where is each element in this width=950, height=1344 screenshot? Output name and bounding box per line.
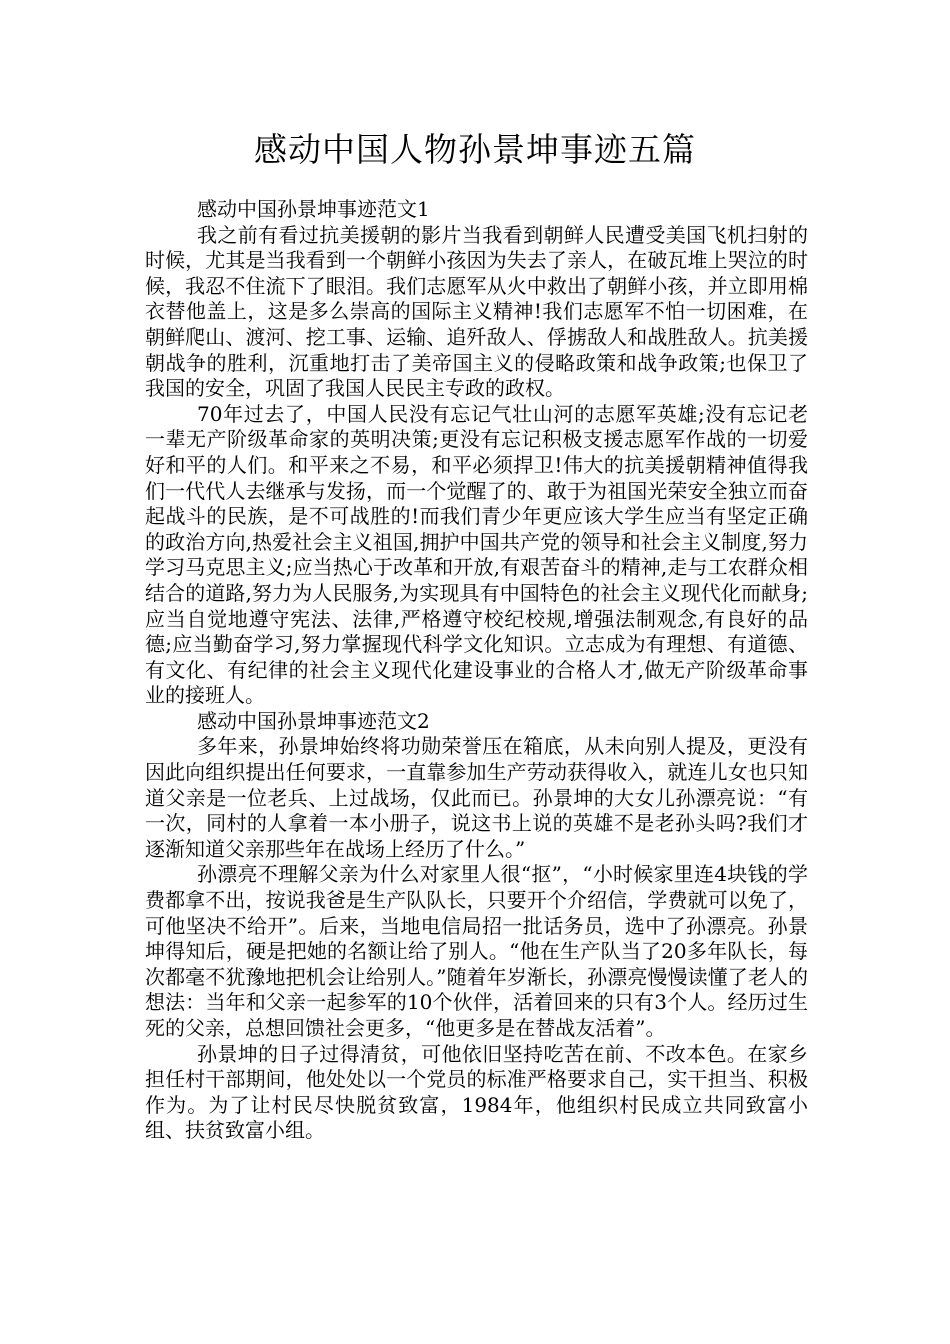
paragraph: 我之前有看过抗美援朝的影片当我看到朝鲜人民遭受美国飞机扫射的时候，尤其是当我看到一个朝鲜小孩因为失去了亲人，在破瓦堆上哭泣的时候，我忍不住流下了眼泪。我们志愿军从火中救出了朝鲜小孩，并立即用棉衣替他盖上，这是多么崇高的国际主义精神!我们志愿军不怕一切困难，在朝鲜爬山、渡河、挖工事、运输、追歼敌人、俘掳敌人和战胜敌人。抗美援朝战争的胜利，沉重地打击了美帝国主义的侵略政策和战争政策;也保卫了我国的安全，巩固了我国人民民主专政的政权。 bbox=[145, 222, 808, 401]
section-1 bbox=[145, 197, 808, 709]
paragraph: 多年来，孙景坤始终将功勋荣誉压在箱底，从未向别人提及，更没有因此向组织提出任何要求，一直靠参加生产劳动获得收入，就连儿女也只知道父亲是一位老兵、上过战场，仅此而已。孙景坤的大女儿孙漂亮说：“有一次，同村的人拿着一本小册子，说这书上说的英雄不是老孙头吗?我们才逐渐知道父亲那些年在战场上经历了什么。” bbox=[145, 734, 808, 861]
document-body bbox=[145, 197, 808, 1144]
section-heading: 感动中国孙景坤事迹范文2 bbox=[197, 708, 430, 733]
paragraph: 孙漂亮不理解父亲为什么对家里人很“抠”，“小时候家里连4块钱的学费都拿不出，按说我爸是生产队队长，只要开个介绍信，学费就可以免了，可他坚决不给开”。后来，当地电信局招一批话务员，选中了孙漂亮。孙景坤得知后，硬是把她的名额让给了别人。“他在生产队当了20多年队长，每次都毫不犹豫地把机会让给别人。”随着年岁渐长，孙漂亮慢慢读懂了老人的想法：当年和父亲一起参军的10个伙伴，活着回来的只有3个人。经历过生死的父亲，总想回馈社会更多，“他更多是在替战友活着”。 bbox=[145, 862, 808, 1040]
section-2 bbox=[145, 709, 808, 1144]
paragraph: 70年过去了，中国人民没有忘记气壮山河的志愿军英雄;没有忘记老一辈无产阶级革命家的英明决策;更没有忘记积极支援志愿军作战的一切爱好和平的人们。和平来之不易，和平必须捍卫!伟大的抗美援朝精神值得我们一代代人去继承与发扬，而一个觉醒了的、敢于为祖国光荣安全独立而奋起战斗的民族，是不可战胜的!而我们青少年更应该大学生应当有坚定正确的政治方向,热爱社会主义祖国,拥护中国共产党的领导和社会主义制度,努力学习马克思主义;应当热心于改革和开放,有艰苦奋斗的精神,走与工农群众相结合的道路,努力为人民服务,为实现具有中国特色的社会主义现代化而献身;应当自觉地遵守宪法、法律,严格遵守校纪校规,增强法制观念,有良好的品德;应当勤奋学习,努力掌握现代科学文化知识。立志成为有理想、有道德、有文化、有纪律的社会主义现代化建设事业的合格人才,做无产阶级革命事业的接班人。 bbox=[145, 401, 808, 708]
document-title: 感动中国人物孙景坤事迹五篇 bbox=[254, 130, 696, 169]
paragraph: 孙景坤的日子过得清贫，可他依旧坚持吃苦在前、不改本色。在家乡担任村干部期间，他处处以一个党员的标准严格要求自己，实干担当、积极作为。为了让村民尽快脱贫致富，1984年，他组织村民成立共同致富小组、扶贫致富小组。 bbox=[145, 1041, 808, 1143]
section-heading: 感动中国孙景坤事迹范文1 bbox=[197, 197, 430, 221]
